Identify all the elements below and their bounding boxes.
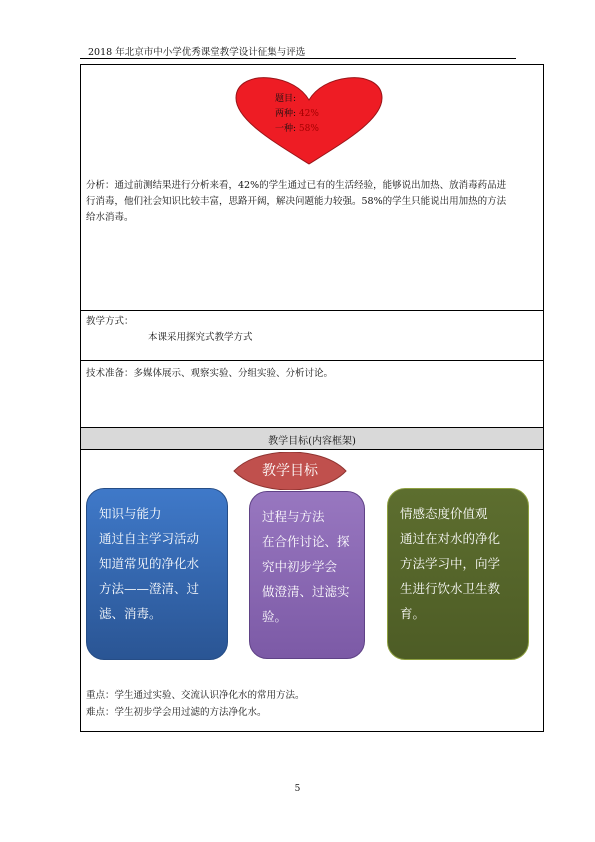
header-rule xyxy=(80,58,516,59)
analysis-text: 分析：通过前测结果进行分析来看，42%的学生通过已有的生活经验，能够说出加热、放消毒药品进 行消毒，他们社会知识比较丰富，思路开阔，解决问题能力较强。58%的学生只能说出用加热的方法 给水消毒。 xyxy=(86,180,507,223)
section-title: 教学目标(内容框架) xyxy=(268,436,356,447)
teaching-method-label: 教学方式： xyxy=(86,316,134,327)
heart-labels xyxy=(275,92,319,137)
row-divider xyxy=(80,449,544,450)
objective-box-knowledge: 知识与能力 通过自主学习活动 知道常见的净化水 方法——澄清、过 滤、消毒。 xyxy=(86,488,228,660)
difficulty-point-text: 难点：学生初步学会用过滤的方法净化水。 xyxy=(86,707,267,718)
objective-box-emotion: 情感态度价值观 通过在对水的净化 方法学习中，向学 生进行饮水卫生教 育。 xyxy=(387,488,529,660)
teaching-method-content: 本课采用探究式教学方式 xyxy=(148,332,253,343)
heart-line-topic: 题目: xyxy=(275,94,297,104)
tech-prep-text: 技术准备：多媒体展示、观察实验、分组实验、分析讨论。 xyxy=(86,368,334,379)
page-number: 5 xyxy=(294,784,301,794)
key-point-text: 重点：学生通过实验、交流认识净化水的常用方法。 xyxy=(86,690,305,701)
objective-box-process: 过程与方法 在合作讨论、探 究中初步学会 做澄清、过滤实 验。 xyxy=(249,491,365,659)
objective-label: 教学目标 xyxy=(262,463,318,479)
row-divider xyxy=(80,360,544,361)
row-divider xyxy=(80,310,544,311)
page-header: 2018 年北京市中小学优秀课堂教学设计征集与评选 xyxy=(88,47,306,58)
heart-line-two-methods: 两种: 42% xyxy=(275,109,319,119)
heart-line-one-method: 一种: 58% xyxy=(275,124,319,134)
